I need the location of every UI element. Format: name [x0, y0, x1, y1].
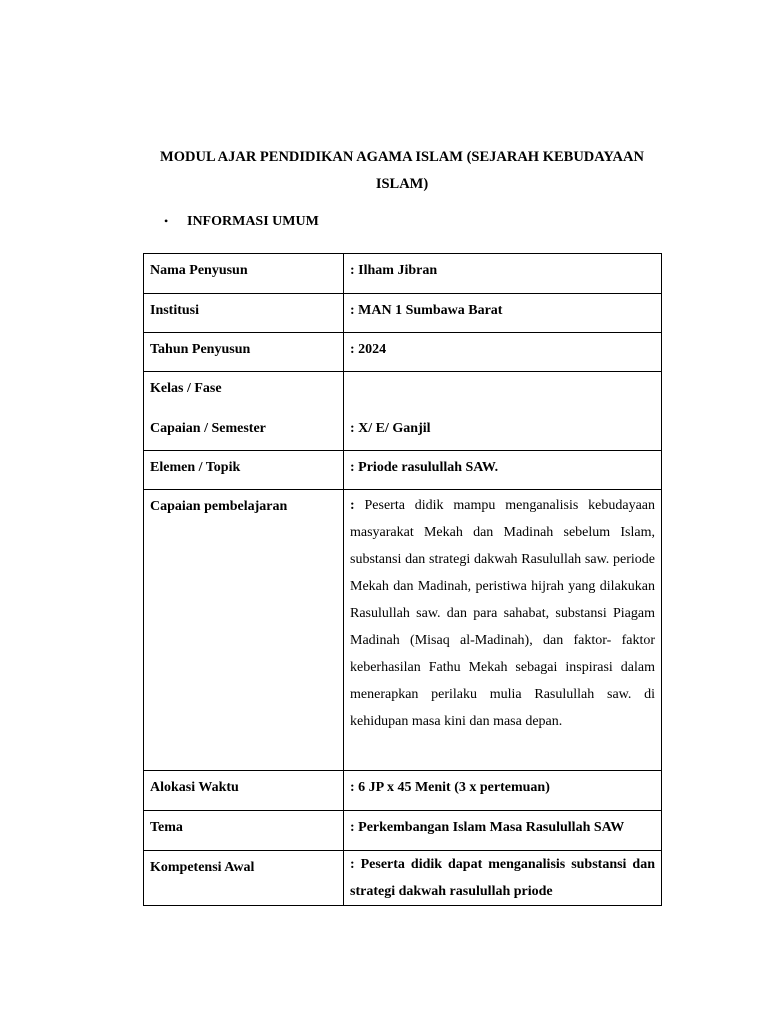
row-key: Nama Penyusun — [144, 254, 344, 294]
row-value: : MAN 1 Sumbawa Barat — [344, 294, 662, 333]
section-header-informasi-umum — [163, 213, 661, 230]
table-row-capaian-pembelajaran — [144, 490, 662, 771]
row-key: Elemen / Topik — [144, 451, 344, 490]
page-title — [143, 144, 661, 198]
table-row-alokasi-waktu — [144, 771, 662, 811]
row-value: : Priode rasulullah SAW. — [344, 451, 662, 490]
row-value: : Perkembangan Islam Masa Rasulullah SAW — [344, 811, 662, 851]
row-key: Tahun Penyusun — [144, 333, 344, 372]
row-value-prefix: : — [350, 498, 355, 513]
row-value-blank — [350, 380, 655, 398]
row-value: : Peserta didik dapat menganalisis substansi dan strategi dakwah rasulullah priode — [344, 851, 662, 906]
table-row-elemen-topik — [144, 451, 662, 490]
row-value — [344, 372, 662, 451]
row-key: Tema — [144, 811, 344, 851]
page-title-line-1: MODUL AJAR PENDIDIKAN AGAMA ISLAM (SEJARAH KEBUDAYAAN — [160, 149, 644, 165]
row-key-spacer — [150, 398, 337, 420]
row-value-text: Peserta didik mampu menganalisis kebudayaan masyarakat Mekah dan Madinah sebelum Islam, substansi dan strategi dakwah Rasulullah saw. periode Mekah dan Madinah, peristiwa hijrah yang dilakukan Rasulullah saw. dan para sahabat, substansi Piagam Madinah (Misaq al-Madinah), dan faktor- faktor keberhasilan Fathu Mekah sebagai inspirasi dalam menerapkan perilaku mulia Rasulullah saw. di kehidupan masa kini dan masa depan. — [350, 498, 655, 729]
row-key-line-1: Kelas / Fase — [150, 381, 222, 396]
info-table — [143, 253, 662, 906]
row-key: Capaian pembelajaran — [144, 490, 344, 771]
table-row-nama-penyusun — [144, 254, 662, 294]
table-row-tahun-penyusun — [144, 333, 662, 372]
page-title-line-2: ISLAM) — [375, 176, 429, 192]
row-key: Alokasi Waktu — [144, 771, 344, 811]
table-row-institusi — [144, 294, 662, 333]
row-key — [144, 372, 344, 451]
table-row-tema — [144, 811, 662, 851]
row-key: Institusi — [144, 294, 344, 333]
row-key: Kompetensi Awal — [144, 851, 344, 906]
row-value: : Ilham Jibran — [344, 254, 662, 294]
row-value — [344, 490, 662, 771]
section-label: INFORMASI UMUM — [187, 214, 319, 229]
row-value: : 2024 — [344, 333, 662, 372]
row-key-line-2: Capaian / Semester — [150, 421, 266, 436]
table-row-kelas-fase — [144, 372, 662, 451]
table-row-kompetensi-awal — [144, 851, 662, 906]
bullet-icon: • — [164, 214, 169, 228]
row-value-text: : X/ E/ Ganjil — [350, 421, 431, 436]
row-value-spacer — [350, 398, 655, 420]
row-value: : 6 JP x 45 Menit (3 x pertemuan) — [344, 771, 662, 811]
